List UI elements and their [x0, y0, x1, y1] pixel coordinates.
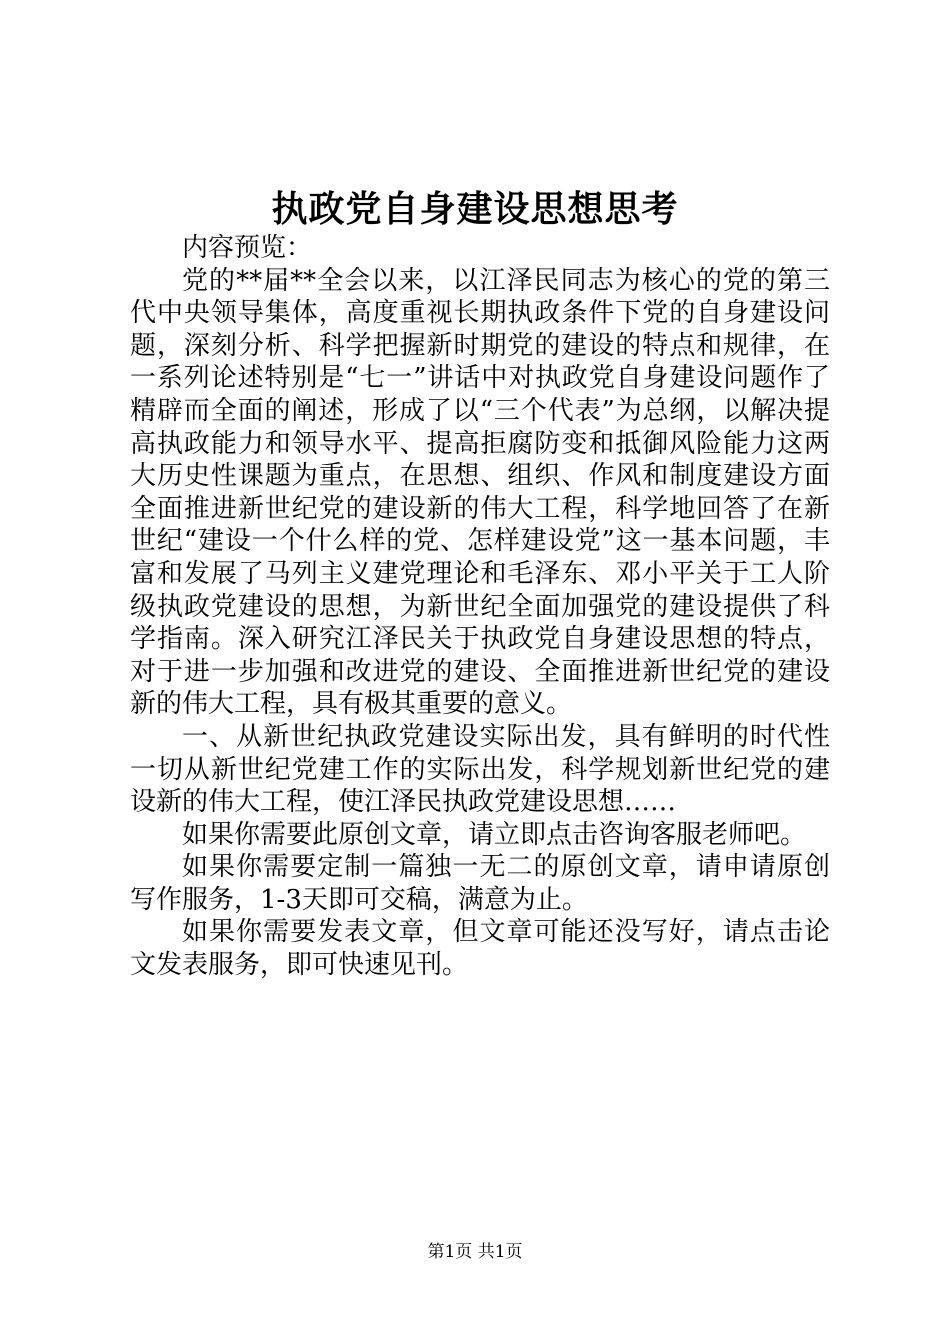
- page-footer: 第1页 共1页: [427, 1242, 523, 1262]
- document-title: 执政党自身建设思想思考: [271, 188, 679, 230]
- body-paragraph: 如果你需要发表文章，但文章可能还没写好，请点击论文发表服务，即可快速见刊。: [130, 917, 830, 981]
- body-paragraph: 如果你需要定制一篇独一无二的原创文章，请申请原创写作服务，1-3天即可交稿，满意为止。: [130, 852, 830, 915]
- preview-label: 内容预览：: [182, 233, 313, 263]
- body-paragraph: 一、从新世纪执政党建设实际出发，具有鲜明的时代性一切从新世纪党建工作的实际出发，科学规划新世纪党的建设新的伟大工程，使江泽民执政党建设思想……: [130, 721, 830, 818]
- body-paragraph: 党的**届**全会以来，以江泽民同志为核心的党的第三代中央领导集体，高度重视长期执政条件下党的自身建设问题，深刻分析、科学把握新时期党的建设的特点和规律，在一系列论述特别是“七一”讲话中对执政党自身建设问题作了精辟而全面的阐述，形成了以“三个代表”为总纲，以解决提高执政能力和领导水平、提高拒腐防变和抵御风险能力这两大历史性课题为重点，在思想、组织、作风和制度建设方面全面推进新世纪党的建设新的伟大工程，科学地回答了在新世纪“建设一个什么样的党、怎样建设党”这一基本问题，丰富和发展了马列主义建党理论和毛泽东、邓小平关于工人阶级执政党建设的思想，为新世纪全面加强党的建设提供了科学指南。深入研究江泽民关于执政党自身建设思想的特点，对于进一步加强和改进党的建设、全面推进新世纪党的建设新的伟大工程，具有极其重要的意义。: [130, 265, 830, 720]
- body-paragraph: 如果你需要此原创文章，请立即点击咨询客服老师吧。: [182, 819, 807, 850]
- document-body: [130, 232, 830, 982]
